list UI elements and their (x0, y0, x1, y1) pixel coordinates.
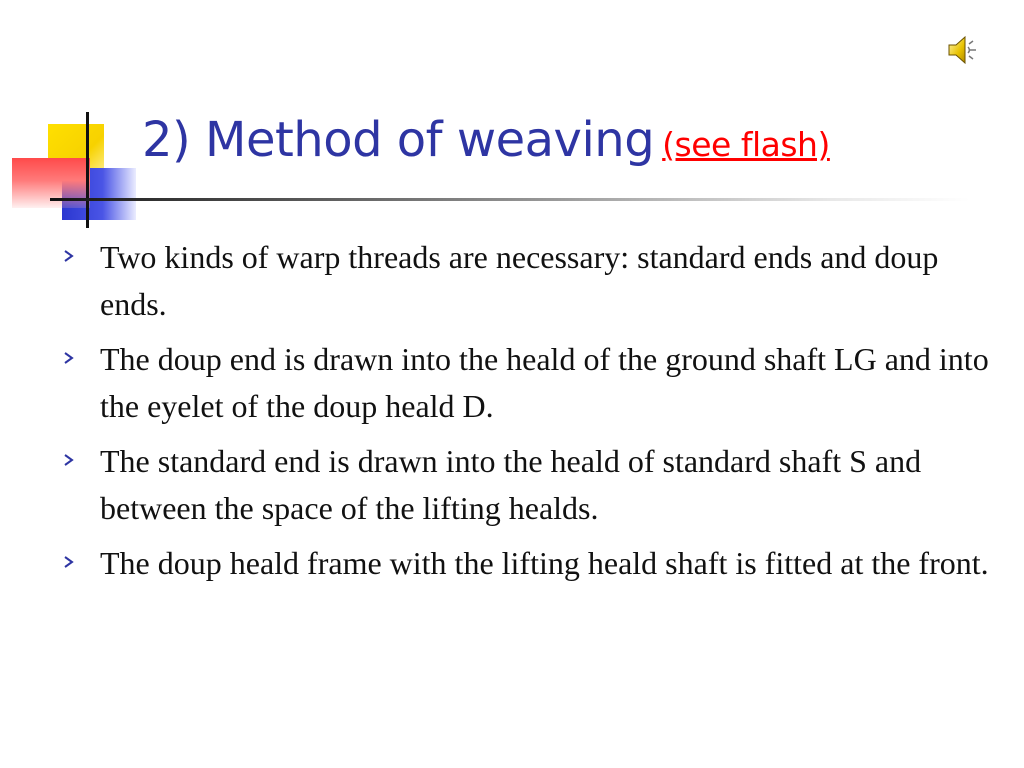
chevron-arrow-icon (62, 554, 76, 570)
bullet-text: The doup heald frame with the lifting heald shaft is fitted at the front. (100, 545, 989, 581)
speaker-sound-icon[interactable] (946, 32, 982, 68)
bullet-text: The doup end is drawn into the heald of the ground shaft LG and into the eyelet of the doup heald D. (100, 341, 989, 424)
chevron-arrow-icon (62, 452, 76, 468)
bullet-text: Two kinds of warp threads are necessary: standard ends and doup ends. (100, 239, 939, 322)
slide-title-text: 2) Method of weaving (142, 112, 655, 168)
bullet-item (60, 438, 1000, 532)
bullet-item (60, 336, 1000, 430)
see-flash-link[interactable]: (see flash) (662, 125, 830, 164)
bullet-item (60, 234, 1000, 328)
slide-title (142, 112, 830, 168)
chevron-arrow-icon (62, 350, 76, 366)
bullet-list (60, 234, 1000, 595)
bullet-item (60, 540, 1000, 587)
logo-vertical-line (86, 112, 89, 228)
chevron-arrow-icon (62, 248, 76, 264)
bullet-text: The standard end is drawn into the heald of standard shaft S and between the space of the lifting healds. (100, 443, 922, 526)
title-underline-divider (50, 198, 970, 201)
